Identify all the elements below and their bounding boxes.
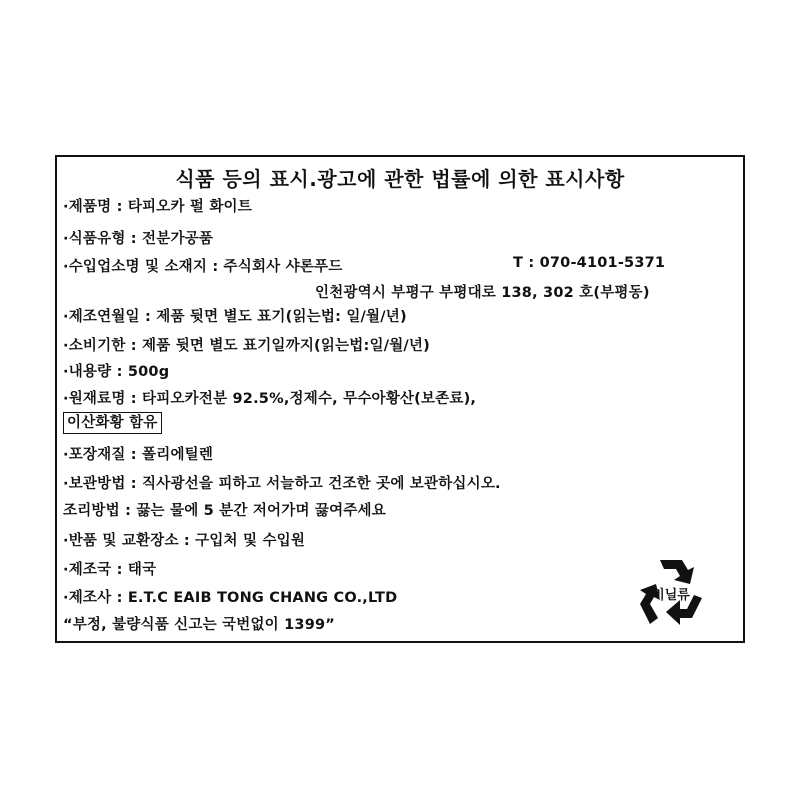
manufacturer: ·제조사 : E.T.C EAIB TONG CHANG CO.,LTD bbox=[63, 590, 398, 606]
ingredients: ·원재료명 : 타피오카전분 92.5%,정제수, 무수아황산(보존료), bbox=[63, 391, 477, 407]
storage: ·보관방법 : 직사광선을 피하고 서늘하고 건조한 곳에 보관하십시오. bbox=[63, 476, 501, 492]
ingredients-notice-row bbox=[63, 412, 162, 434]
label-title: 식품 등의 표시.광고에 관한 법률에 의한 표시사항 bbox=[175, 167, 625, 191]
importer-address: 인천광역시 부평구 부평대로 138, 302 호(부평동) bbox=[315, 285, 650, 301]
importer-tel: T : 070-4101-5371 bbox=[513, 255, 666, 271]
net-content: ·내용량 : 500g bbox=[63, 364, 170, 380]
cooking: 조리방법 : 끓는 물에 5 분간 저어가며 끓여주세요 bbox=[63, 503, 386, 519]
returns: ·반품 및 교환장소 : 구입처 및 수입원 bbox=[63, 533, 306, 549]
packaging: ·포장재질 : 폴리에틸렌 bbox=[63, 447, 214, 463]
origin: ·제조국 : 태국 bbox=[63, 562, 157, 578]
sulfite-notice-box: 이산화황 함유 bbox=[63, 412, 162, 434]
recycle-mark-text: 비닐류 bbox=[652, 588, 690, 603]
expiry-date: ·소비기한 : 제품 뒷면 별도 표기일까지(읽는법:일/월/년) bbox=[63, 338, 430, 354]
product-name: ·제품명 : 타피오카 펄 화이트 bbox=[63, 199, 252, 215]
recycle-arrows-icon bbox=[632, 554, 710, 632]
importer-name: ·수입업소명 및 소재지 : 주식회사 샤론푸드 bbox=[63, 259, 343, 275]
food-label bbox=[55, 155, 745, 643]
report-notice: “부정, 불량식품 신고는 국번없이 1399” bbox=[63, 617, 336, 633]
manufacture-date: ·제조연월일 : 제품 뒷면 별도 표기(읽는법: 일/월/년) bbox=[63, 309, 407, 325]
food-type: ·식품유형 : 전분가공품 bbox=[63, 231, 214, 247]
importer-row bbox=[63, 255, 743, 276]
